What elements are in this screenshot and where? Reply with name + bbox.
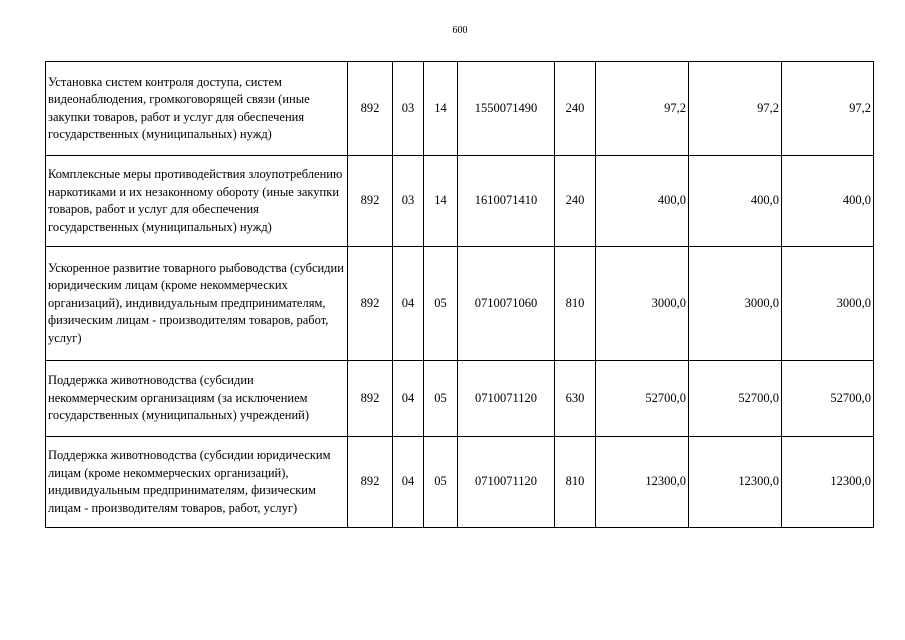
expense-name-cell: Поддержка животноводства (субсидии некоммерческим организациям (за исключением государственных (муниципальных) учреждений) xyxy=(46,361,348,437)
amount-cell-1: 52700,0 xyxy=(596,361,689,437)
section-code-cell: 04 xyxy=(393,247,424,361)
department-code-cell: 892 xyxy=(348,361,393,437)
amount-cell-2: 12300,0 xyxy=(689,437,782,528)
expense-type-code-cell: 810 xyxy=(555,247,596,361)
department-code-cell: 892 xyxy=(348,437,393,528)
expense-name-cell: Комплексные меры противодействия злоупотреблению наркотиками и их незаконному обороту (иные закупки товаров, работ и услуг для обеспечения государственных (муниципальных) нужд) xyxy=(46,156,348,247)
amount-cell-2: 400,0 xyxy=(689,156,782,247)
subsection-code-cell: 05 xyxy=(424,361,458,437)
amount-cell-1: 12300,0 xyxy=(596,437,689,528)
page-number: 600 xyxy=(452,25,468,36)
amount-cell-1: 97,2 xyxy=(596,62,689,156)
expense-type-code-cell: 240 xyxy=(555,156,596,247)
target-article-code-cell: 1550071490 xyxy=(458,62,555,156)
expense-type-code-cell: 240 xyxy=(555,62,596,156)
target-article-code-cell: 0710071060 xyxy=(458,247,555,361)
subsection-code-cell: 05 xyxy=(424,247,458,361)
subsection-code-cell: 14 xyxy=(424,62,458,156)
expense-name-cell: Поддержка животноводства (субсидии юридическим лицам (кроме некоммерческих организаций), индивидуальным предпринимателям, физическим лицам - производителям товаров, работ, услуг) xyxy=(46,437,348,528)
amount-cell-2: 3000,0 xyxy=(689,247,782,361)
amount-cell-3: 400,0 xyxy=(782,156,874,247)
department-code-cell: 892 xyxy=(348,156,393,247)
amount-cell-3: 12300,0 xyxy=(782,437,874,528)
table-row xyxy=(46,62,874,156)
budget-table xyxy=(45,61,874,528)
table-row xyxy=(46,247,874,361)
amount-cell-2: 97,2 xyxy=(689,62,782,156)
department-code-cell: 892 xyxy=(348,247,393,361)
amount-cell-3: 3000,0 xyxy=(782,247,874,361)
target-article-code-cell: 0710071120 xyxy=(458,437,555,528)
amount-cell-2: 52700,0 xyxy=(689,361,782,437)
section-code-cell: 03 xyxy=(393,62,424,156)
expense-type-code-cell: 630 xyxy=(555,361,596,437)
table-row xyxy=(46,156,874,247)
table-row xyxy=(46,437,874,528)
department-code-cell: 892 xyxy=(348,62,393,156)
expense-type-code-cell: 810 xyxy=(555,437,596,528)
target-article-code-cell: 0710071120 xyxy=(458,361,555,437)
expense-name-cell: Ускоренное развитие товарного рыбоводства (субсидии юридическим лицам (кроме некоммерческих организаций), индивидуальным предпринимателям, физическим лицам - производителям товаров, работ, услуг) xyxy=(46,247,348,361)
section-code-cell: 03 xyxy=(393,156,424,247)
section-code-cell: 04 xyxy=(393,361,424,437)
subsection-code-cell: 05 xyxy=(424,437,458,528)
subsection-code-cell: 14 xyxy=(424,156,458,247)
amount-cell-1: 3000,0 xyxy=(596,247,689,361)
amount-cell-3: 97,2 xyxy=(782,62,874,156)
section-code-cell: 04 xyxy=(393,437,424,528)
amount-cell-3: 52700,0 xyxy=(782,361,874,437)
amount-cell-1: 400,0 xyxy=(596,156,689,247)
table-row xyxy=(46,361,874,437)
target-article-code-cell: 1610071410 xyxy=(458,156,555,247)
expense-name-cell: Установка систем контроля доступа, систем видеонаблюдения, громкоговорящей связи (иные закупки товаров, работ и услуг для обеспечения государственных (муниципальных) нужд) xyxy=(46,62,348,156)
